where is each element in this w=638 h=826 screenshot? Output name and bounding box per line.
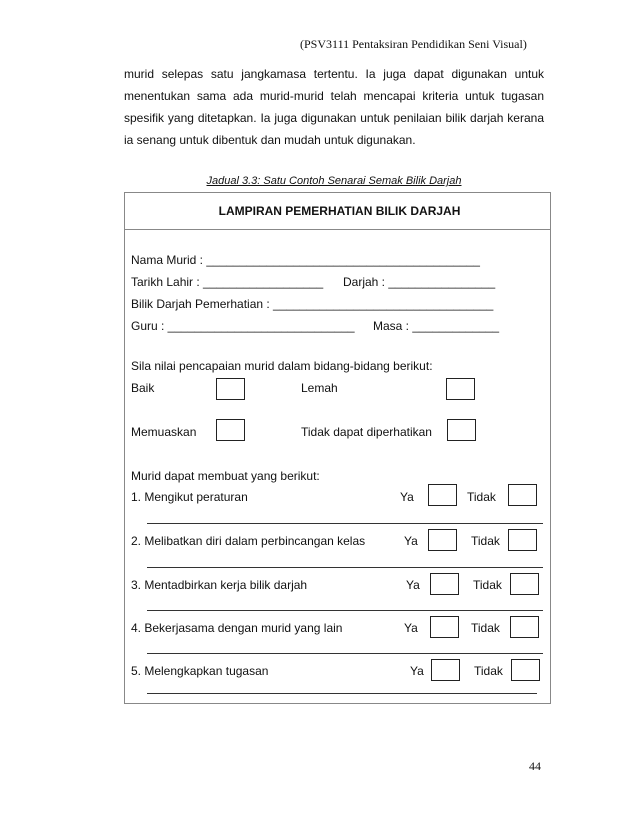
yes-checkbox[interactable] (428, 529, 457, 551)
bilik-darjah-field[interactable]: Bilik Darjah Pemerhatian : _________________________________ (131, 297, 494, 311)
divider (147, 693, 537, 694)
no-checkbox[interactable] (508, 529, 537, 551)
yes-checkbox[interactable] (428, 484, 457, 506)
running-header: (PSV3111 Pentaksiran Pendidikan Seni Visual) (300, 37, 527, 51)
rating-checkbox-lemah[interactable] (446, 378, 475, 400)
rating-checkbox-tidak-dapat[interactable] (447, 419, 476, 441)
skill-item-label: 1. Mengikut peraturan (131, 490, 248, 504)
masa-field[interactable]: Masa : _____________ (373, 319, 500, 333)
nama-murid-field[interactable]: Nama Murid : _________________________________________ (131, 253, 480, 267)
guru-field[interactable]: Guru : ____________________________ (131, 319, 355, 333)
skill-item-label: 2. Melibatkan diri dalam perbincangan kelas (131, 534, 366, 548)
rating-checkbox-memuaskan[interactable] (216, 419, 245, 441)
no-checkbox[interactable] (511, 659, 540, 681)
divider (147, 653, 543, 654)
rating-instruction: Sila nilai pencapaian murid dalam bidang-bidang berikut: (131, 359, 433, 373)
divider (147, 610, 543, 611)
yes-label: Ya (406, 578, 420, 592)
yes-label: Ya (410, 664, 424, 678)
yes-label: Ya (404, 621, 418, 635)
rating-label-tidak-dapat: Tidak dapat diperhatikan (301, 425, 432, 439)
yes-checkbox[interactable] (430, 573, 459, 595)
rating-label-baik: Baik (131, 381, 155, 395)
skill-item-label: 5. Melengkapkan tugasan (131, 664, 269, 678)
skills-instruction: Murid dapat membuat yang berikut: (131, 469, 320, 483)
yes-checkbox[interactable] (431, 659, 460, 681)
rating-label-memuaskan: Memuaskan (131, 425, 197, 439)
page-number: 44 (529, 759, 541, 773)
no-checkbox[interactable] (508, 484, 537, 506)
yes-checkbox[interactable] (430, 616, 459, 638)
skill-item-label: 3. Mentadbirkan kerja bilik darjah (131, 578, 308, 592)
yes-label: Ya (400, 490, 414, 504)
rating-checkbox-baik[interactable] (216, 378, 245, 400)
no-label: Tidak (471, 534, 500, 548)
no-label: Tidak (473, 578, 502, 592)
skill-item-label: 4. Bekerjasama dengan murid yang lain (131, 621, 343, 635)
table-caption: Jadual 3.3: Satu Contoh Senarai Semak Bilik Darjah (206, 175, 462, 187)
divider (147, 567, 543, 568)
no-checkbox[interactable] (510, 616, 539, 638)
form-title: LAMPIRAN PEMERHATIAN BILIK DARJAH (125, 193, 550, 230)
tarikh-lahir-field[interactable]: Tarikh Lahir : __________________ (131, 275, 324, 289)
no-label: Tidak (471, 621, 500, 635)
no-checkbox[interactable] (510, 573, 539, 595)
divider (147, 523, 543, 524)
observation-form (124, 192, 551, 704)
no-label: Tidak (467, 490, 496, 504)
yes-label: Ya (404, 534, 418, 548)
no-label: Tidak (474, 664, 503, 678)
darjah-field[interactable]: Darjah : ________________ (343, 275, 496, 289)
intro-paragraph: murid selepas satu jangkamasa tertentu. Ia juga dapat digunakan untuk menentukan sama ada murid-murid telah mencapai kriteria untuk tugasan spesifik yang ditetapkan. Ia juga digunakan untuk penilaian bilik darjah kerana ia senang untuk dibentuk dan mudah untuk digunakan. (124, 67, 544, 147)
rating-label-lemah: Lemah (301, 381, 338, 395)
